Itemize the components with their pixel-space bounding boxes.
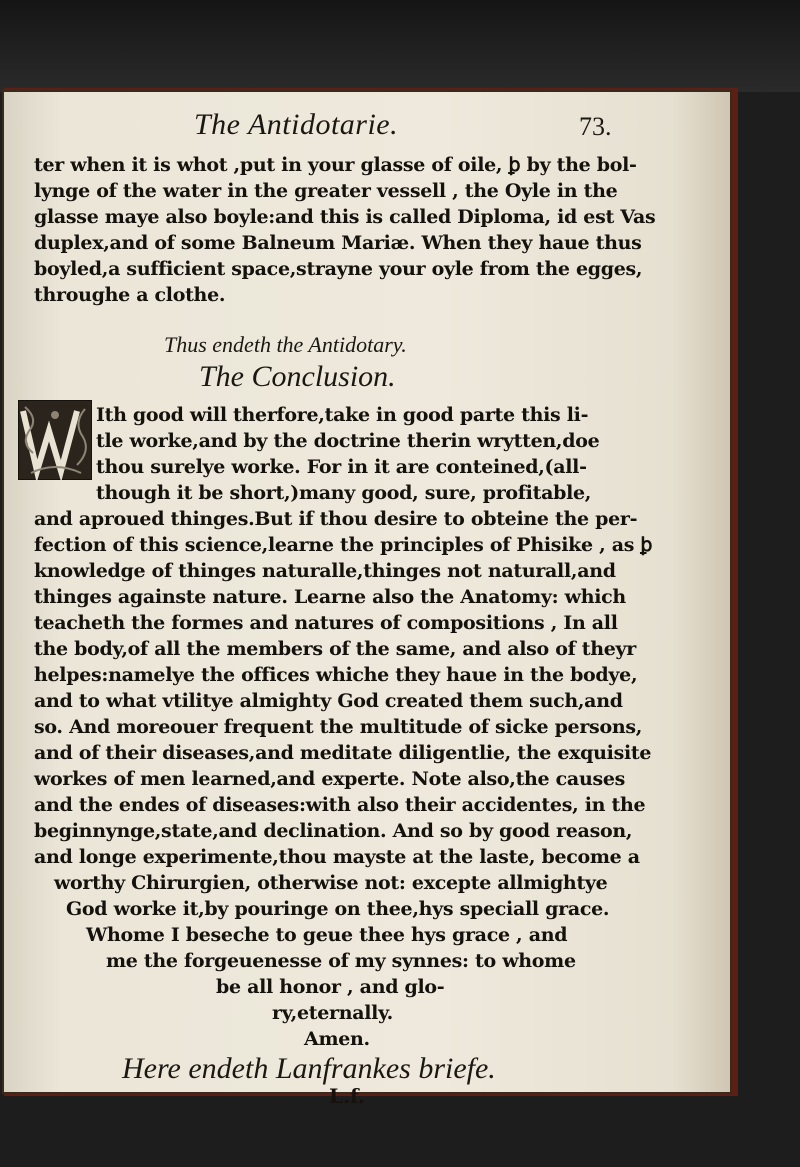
text-line: beginnynge,state,and declination. And so by good reason, — [34, 820, 633, 842]
text-line: glasse maye also boyle:and this is called Diploma, id est Vas — [34, 206, 656, 228]
text-line: knowledge of thinges naturalle,thinges not naturall,and — [34, 560, 616, 582]
text-line: helpes:namelye the offices whiche they haue in the bodye, — [34, 664, 638, 686]
text-line: worthy Chirurgien, otherwise not: excepte allmightye — [54, 872, 608, 894]
text-line: throughe a clothe. — [34, 284, 226, 306]
closing-line: Here endeth Lanfrankes briefe. — [122, 1052, 496, 1085]
text-line: Amen. — [304, 1028, 370, 1050]
page-header — [4, 108, 730, 148]
text-line: me the forgeuenesse of my synnes: to whome — [106, 950, 576, 972]
text-line: ry,eternally. — [272, 1002, 393, 1024]
text-line: thinges againste nature. Learne also the Anatomy: which — [34, 586, 626, 608]
text-line: Whome I beseche to geue thee hys grace , and — [86, 924, 568, 946]
dark-backdrop — [0, 0, 800, 92]
section-title: The Conclusion. — [199, 360, 396, 393]
text-line: teacheth the formes and natures of compositions , In all — [34, 612, 618, 634]
text-line: boyled,a sufficient space,strayne your oyle from the egges, — [34, 258, 643, 280]
text-line: and of their diseases,and meditate diligentlie, the exquisite — [34, 742, 652, 764]
text-line: so. And moreouer frequent the multitude of sicke persons, — [34, 716, 643, 738]
text-line: and aproued thinges.But if thou desire to obteine the per- — [34, 508, 638, 530]
running-title: The Antidotarie. — [194, 108, 399, 141]
text-line: Ith good will therfore,take in good parte this li- — [96, 404, 589, 426]
text-line: lynge of the water in the greater vessell , the Oyle in the — [34, 180, 618, 202]
text-line: though it be short,)many good, sure, profitable, — [96, 482, 592, 504]
book-page — [4, 92, 730, 1108]
text-line: duplex,and of some Balneum Mariæ. When they haue thus — [34, 232, 642, 254]
text-line: tle worke,and by the doctrine therin wrytten,doe — [96, 430, 600, 452]
page-number: 73. — [579, 112, 612, 141]
text-line: ter when it is whot ,put in your glasse of oile, ꝧ by the bol- — [34, 154, 637, 176]
decorated-initial-w-icon — [18, 400, 92, 480]
text-line: workes of men learned,and experte. Note also,the causes — [34, 768, 626, 790]
text-line: be all honor , and glo- — [216, 976, 445, 998]
signature: L.f. — [329, 1084, 365, 1108]
text-line: fection of this science,learne the principles of Phisike , as ꝧ — [34, 534, 653, 556]
text-line: the body,of all the members of the same, and also of theyr — [34, 638, 636, 660]
text-line: thou surelye worke. For in it are conteined,(all- — [96, 456, 587, 478]
text-line: and longe experimente,thou mayste at the laste, become a — [34, 846, 640, 868]
text-line: God worke it,by pouringe on thee,hys speciall grace. — [66, 898, 610, 920]
antidotary-colophon: Thus endeth the Antidotary. — [164, 332, 407, 357]
text-line: and to what vtilitye almighty God created them such,and — [34, 690, 623, 712]
text-line: and the endes of diseases:with also their accidentes, in the — [34, 794, 646, 816]
